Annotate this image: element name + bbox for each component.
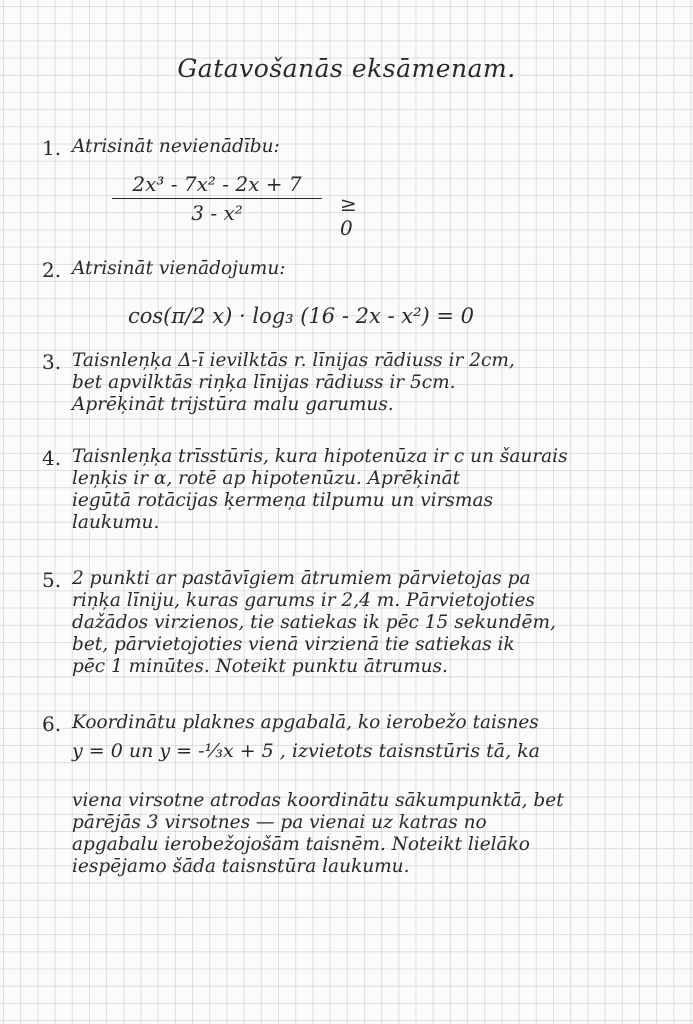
task-text: viena virsotne atrodas koordinātu sākumpunktā, bet pārējās 3 virsotnes — pa vienai uz katras no apgabalu ierobežojošām taisnēm. Noteikt lielāko iespējamo šāda taisnstūra laukumu. [72, 790, 564, 877]
boundary-lines: y = 0 un y = -⅓x + 5 , izvietots taisnstūris tā, ka [72, 740, 540, 762]
inequality-relation: ≥ 0 [340, 192, 357, 240]
task-text: Taisnleņķa Δ-ī ievilktās r. līnijas rādiuss ir 2cm, bet apvilktās riņķa līnijas rādiuss ir 5cm. Aprēķināt trijstūra malu garumus. [72, 350, 515, 415]
task-number: 4. [42, 446, 62, 470]
task-text: 2 punkti ar pastāvīgiem ātrumiem pārvietojas pa riņķa līniju, kuras garums ir 2,4 m. Pārvietojoties dažādos virzienos, tie satiekas ik pēc 15 sekundēm, bet, pārvietojoties vienā virzienā tie satiekas ik pēc 1 minūtes. Noteikt punktu ātrumus. [72, 568, 556, 677]
equation: cos(π/2 x) · log₃ (16 - 2x - x²) = 0 [128, 304, 475, 328]
page-title: Gatavošanās eksāmenam. [177, 54, 516, 83]
task-text: Atrisināt vienādojumu: [72, 258, 286, 279]
task-text: Koordinātu plaknes apgabalā, ko ierobežo taisnes [72, 712, 539, 733]
task-number: 5. [42, 568, 62, 592]
fraction-denominator: 3 - x² [191, 201, 243, 225]
fraction-numerator: 2x³ - 7x² - 2x + 7 [132, 172, 302, 196]
task-number: 6. [42, 712, 62, 736]
task-number: 2. [42, 258, 62, 282]
task-text: Atrisināt nevienādību: [72, 136, 280, 157]
task-number: 1. [42, 136, 62, 160]
inequality-fraction [112, 172, 357, 240]
task-text: Taisnleņķa trīsstūris, kura hipotenūza ir c un šaurais leņķis ir α, rotē ap hipotenūzu. Aprēķināt iegūtā rotācijas ķermeņa tilpumu un virsmas laukumu. [72, 446, 568, 533]
task-number: 3. [42, 350, 62, 374]
